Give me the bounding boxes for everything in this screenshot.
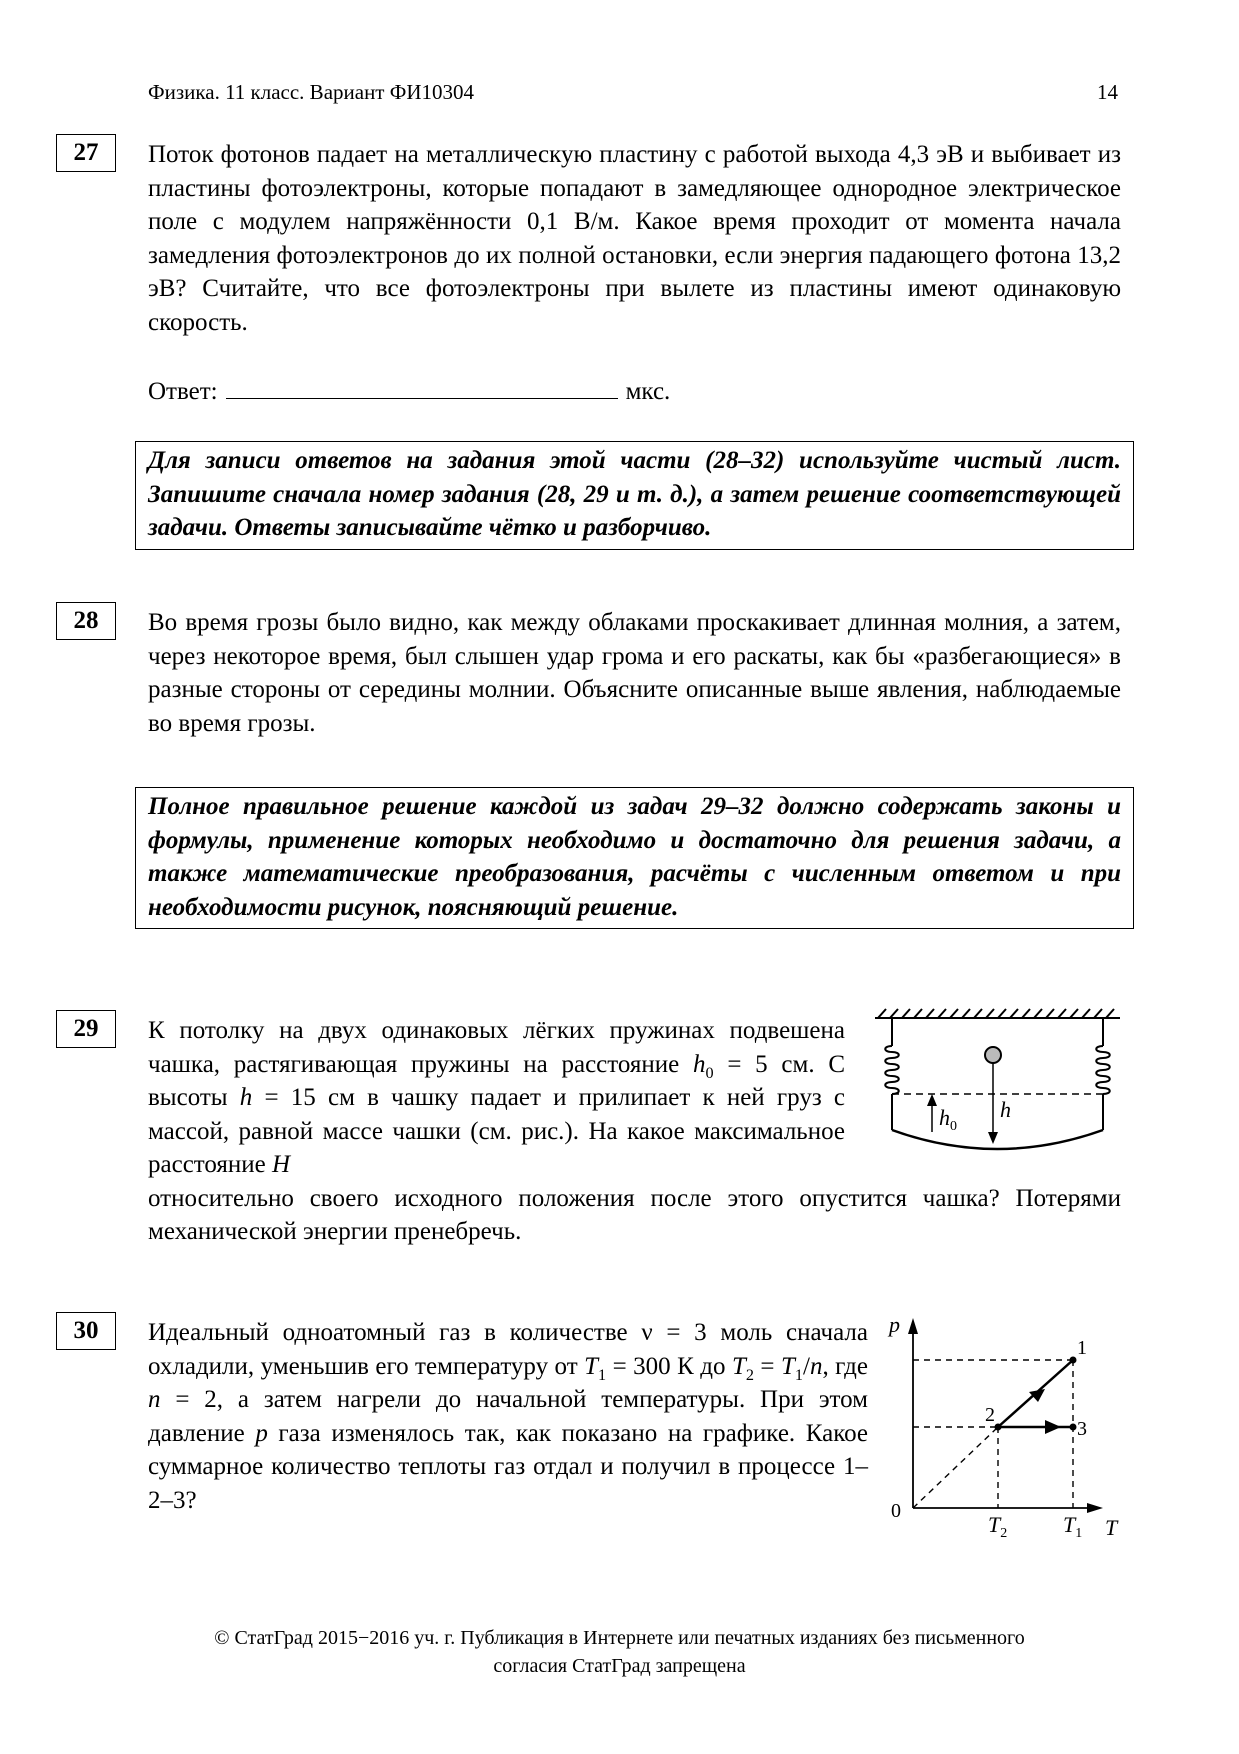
- h-label: h: [1000, 1097, 1011, 1122]
- p-symbol: p: [255, 1419, 268, 1447]
- T1b-symbol: T: [780, 1352, 795, 1380]
- point-1-label: 1: [1077, 1337, 1087, 1359]
- task-28-text: Во время грозы было видно, как между облаками проскакивает длинная молния, а затем, через некоторое время, был слышен удар грома и его раскаты, как бы «разбегающиеся» в разные стороны от середины молнии. Объясните описанные выше явления, наблюдаемые во время грозы.: [148, 609, 1121, 737]
- h0-subscript: 0: [705, 1063, 714, 1082]
- T1-tick-label: $T_1$: [1063, 1512, 1083, 1541]
- task-30-number: 30: [56, 1312, 116, 1350]
- T2-symbol: T: [731, 1352, 746, 1380]
- right-spring: [1096, 1018, 1110, 1130]
- task-29-text-4: относительно своего исходного положения после этого опустится чашка? Потерями механической энергии пренебречь.: [148, 1184, 1121, 1245]
- n-symbol: n: [809, 1352, 823, 1380]
- h-arrow: [988, 1063, 998, 1144]
- task-30-text-1: Идеальный одноатомный газ в количестве ν = 3 моль сначала охладили, уменьшив его температуру от: [148, 1319, 868, 1380]
- point-2-label: 2: [985, 1404, 995, 1426]
- T2-subscript: 2: [745, 1365, 754, 1384]
- origin-label: 0: [891, 1500, 901, 1522]
- T1-subscript: 1: [598, 1365, 607, 1384]
- task-30-text-5: , где: [822, 1352, 869, 1380]
- footer-line-1: © СтатГрад 2015−2016 уч. г. Публикация в Интернете или печатных изданиях без письменного: [214, 1627, 1025, 1649]
- task-29-text-3: = 15 см в чашку падает и прилипает к ней груз с массой, равной массе чашки (см. рис.). На какое максимальное расстояние: [148, 1084, 845, 1178]
- process-2-3: [998, 1420, 1073, 1434]
- process-1-2: [998, 1360, 1073, 1427]
- T1b-subscript: 1: [794, 1365, 804, 1384]
- p-axis-label: p: [889, 1312, 900, 1337]
- instruction-box-29-32: Полное правильное решение каждой из задач 29–32 должно содержать законы и формулы, применение которых необходимо и достаточно для решения задачи, а также математические преобразования, расчёты с численным ответом и при необходимости рисунок, поясняющий решение.: [135, 787, 1134, 929]
- task-30-text-7: газа изменялось так, как показано на графике. Какое суммарное количество теплоты газ отдал и получил в процессе 1–2–3?: [148, 1419, 868, 1514]
- task-29-text-2: = 5 см. С высоты: [148, 1050, 845, 1111]
- p-axis: [908, 1318, 918, 1508]
- task-30-text-4: /: [803, 1352, 810, 1380]
- point-1: [1070, 1357, 1077, 1364]
- h0-arrow: [927, 1094, 937, 1132]
- task-30-text-2: = 300 К до: [606, 1352, 732, 1380]
- task-29-text-1: К потолку на двух одинаковых лёгких пружинах подвешена чашка, растягивающая пружины на расстояние: [148, 1017, 845, 1078]
- task-27-text: Поток фотонов падает на металлическую пластину с работой выхода 4,3 эВ и выбивает из пластины фотоэлектроны, которые попадают в замедляющее однородное электрическое поле с модулем напряжённости 0,1 В/м. Какое время проходит от момента начала замедления фотоэлектронов до их полной остановки, если энергия падающего фотона 13,2 эВ? Считайте, что все фотоэлектроны при вылете из пластины имеют одинаковую скорость.: [148, 141, 1121, 336]
- T-axis-label: T: [1105, 1515, 1118, 1540]
- answer-blank-line[interactable]: [226, 378, 618, 399]
- point-3-label: 3: [1077, 1418, 1087, 1440]
- n2-symbol: n: [148, 1386, 161, 1413]
- task-30-text: [148, 1316, 868, 1517]
- falling-weight: [985, 1047, 1001, 1063]
- task-27-answer: [148, 378, 670, 406]
- page-header-title: Физика. 11 класс. Вариант ФИ10304: [148, 80, 474, 104]
- instruction-box-28-32: Для записи ответов на задания этой части (28–32) используйте чистый лист. Запишите сначала номер задания (28, 29 и т. д.), а затем решение соответствующей задачи. Ответы записывайте чётко и разборчиво.: [135, 441, 1134, 550]
- footer-line-2: согласия СтатГрад запрещена: [493, 1655, 746, 1677]
- task-27-number: 27: [56, 134, 116, 172]
- ceiling: [875, 1009, 1120, 1018]
- cup-on-springs-figure: [875, 1008, 1120, 1183]
- point-2: [995, 1424, 1002, 1431]
- T2-tick-label: $T_2$: [988, 1512, 1008, 1541]
- left-spring: [885, 1018, 899, 1130]
- task-30-text-6: = 2, а затем нагрели до начальной температуры. При этом давление: [148, 1386, 868, 1447]
- answer-unit: мкс.: [625, 378, 671, 405]
- h0-label: $h_0$: [939, 1105, 957, 1134]
- h-symbol: h: [239, 1084, 253, 1111]
- page-number: 14: [1097, 80, 1118, 104]
- T1-symbol: T: [584, 1352, 599, 1380]
- task-30-text-3: =: [753, 1352, 781, 1380]
- pT-graph: [885, 1310, 1125, 1540]
- task-29-number: 29: [56, 1010, 116, 1048]
- point-3: [1070, 1424, 1077, 1431]
- H-symbol: H: [272, 1151, 291, 1178]
- h0-symbol: h: [693, 1050, 706, 1078]
- copyright-footer: [0, 1624, 1239, 1680]
- answer-label: Ответ:: [148, 378, 218, 405]
- task-28-number: 28: [56, 602, 116, 640]
